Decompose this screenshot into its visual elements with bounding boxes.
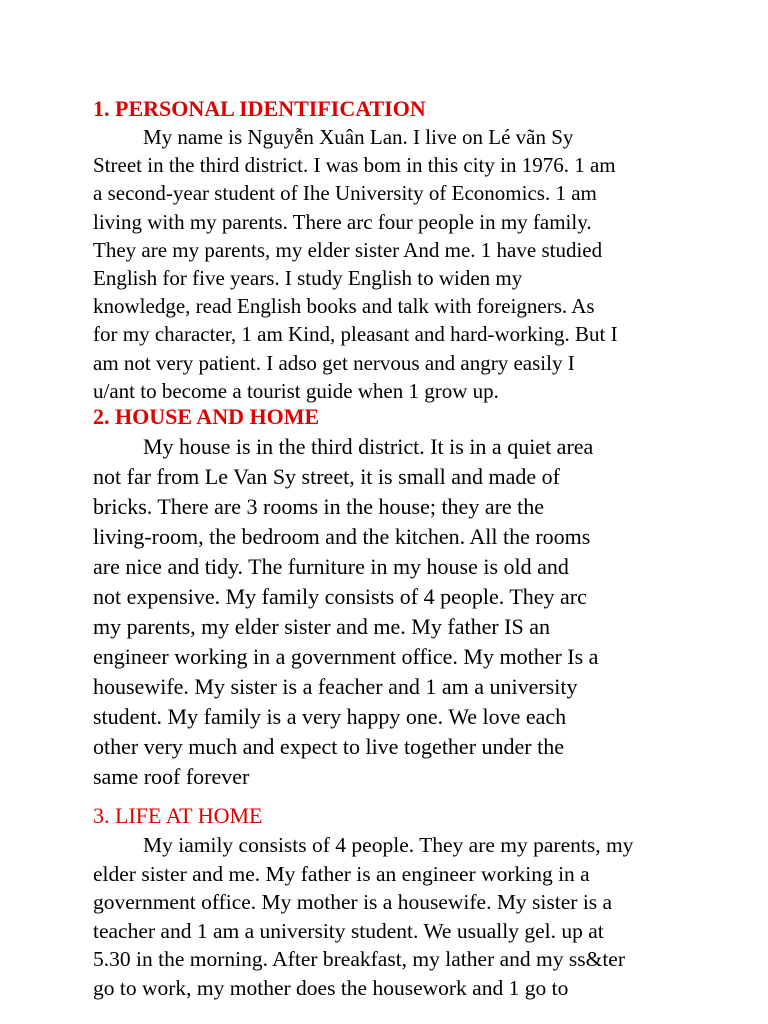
text-line: student. My family is a very happy one. We love each <box>93 704 567 729</box>
text-line: u/ant to become a tourist guide when 1 grow up. <box>93 378 499 403</box>
text-line: government office. My mother is a housewife. My sister is a <box>93 890 613 914</box>
text-line: not far from Le Van Sy street, it is small and made of <box>93 464 560 489</box>
text-line: are nice and tidy. The furniture in my house is old and <box>93 554 569 579</box>
text-line: teacher and 1 am a university student. We usually gel. up at <box>93 918 604 943</box>
section-heading: 2. HOUSE AND HOME <box>93 404 320 429</box>
section-body <box>93 432 693 792</box>
text-line: go to work, my mother does the housework and 1 go to <box>93 975 569 1000</box>
section-body <box>93 123 693 405</box>
section-house-and-home <box>93 402 693 792</box>
section-life-at-home <box>93 801 693 1002</box>
text-line: am not very patient. I adso get nervous and angry easily I <box>93 350 575 375</box>
text-line: not expensive. My family consists of 4 people. They arc <box>93 584 587 609</box>
text-line: my parents, my elder sister and me. My father IS an <box>93 614 550 639</box>
section-body <box>93 831 693 1002</box>
text-line: a second-year student of Ihe University of Economics. 1 am <box>93 181 597 206</box>
section-heading: 1. PERSONAL IDENTIFICATION <box>93 96 426 121</box>
text-line: living with my parents. There arc four people in my family. <box>93 209 592 234</box>
text-line: English for five years. I study English to widen my <box>93 266 523 291</box>
text-line: My house is in the third district. It is in a quiet area <box>143 434 594 459</box>
text-line: 5.30 in the morning. After breakfast, my lather and my ss&ter <box>93 947 625 971</box>
text-line: engineer working in a government office. My mother Is a <box>93 644 599 669</box>
text-line: My name is Nguyễn Xuân Lan. I live on Lé vãn Sy <box>143 125 574 149</box>
text-line: elder sister and me. My father is an engineer working in a <box>93 861 590 886</box>
text-line: bricks. There are 3 rooms in the house; they are the <box>93 494 545 519</box>
text-line: other very much and expect to live together under the <box>93 734 564 759</box>
text-line: My iamily consists of 4 people. They are my parents, my <box>143 833 634 857</box>
text-line: living-room, the bedroom and the kitchen. All the rooms <box>93 524 591 549</box>
text-line: knowledge, read English books and talk with foreigners. As <box>93 294 595 319</box>
text-line: for my character, 1 am Kind, pleasant and hard-working. But I <box>93 322 618 347</box>
text-line: Street in the third district. I was bom in this city in 1976. 1 am <box>93 153 616 178</box>
text-line: same roof forever <box>93 764 250 789</box>
section-personal-identification <box>93 95 693 405</box>
text-line: housewife. My sister is a feacher and 1 am a university <box>93 674 578 699</box>
text-line: They are my parents, my elder sister And me. 1 have studied <box>93 237 603 262</box>
section-heading: 3. LIFE AT HOME <box>93 803 263 828</box>
